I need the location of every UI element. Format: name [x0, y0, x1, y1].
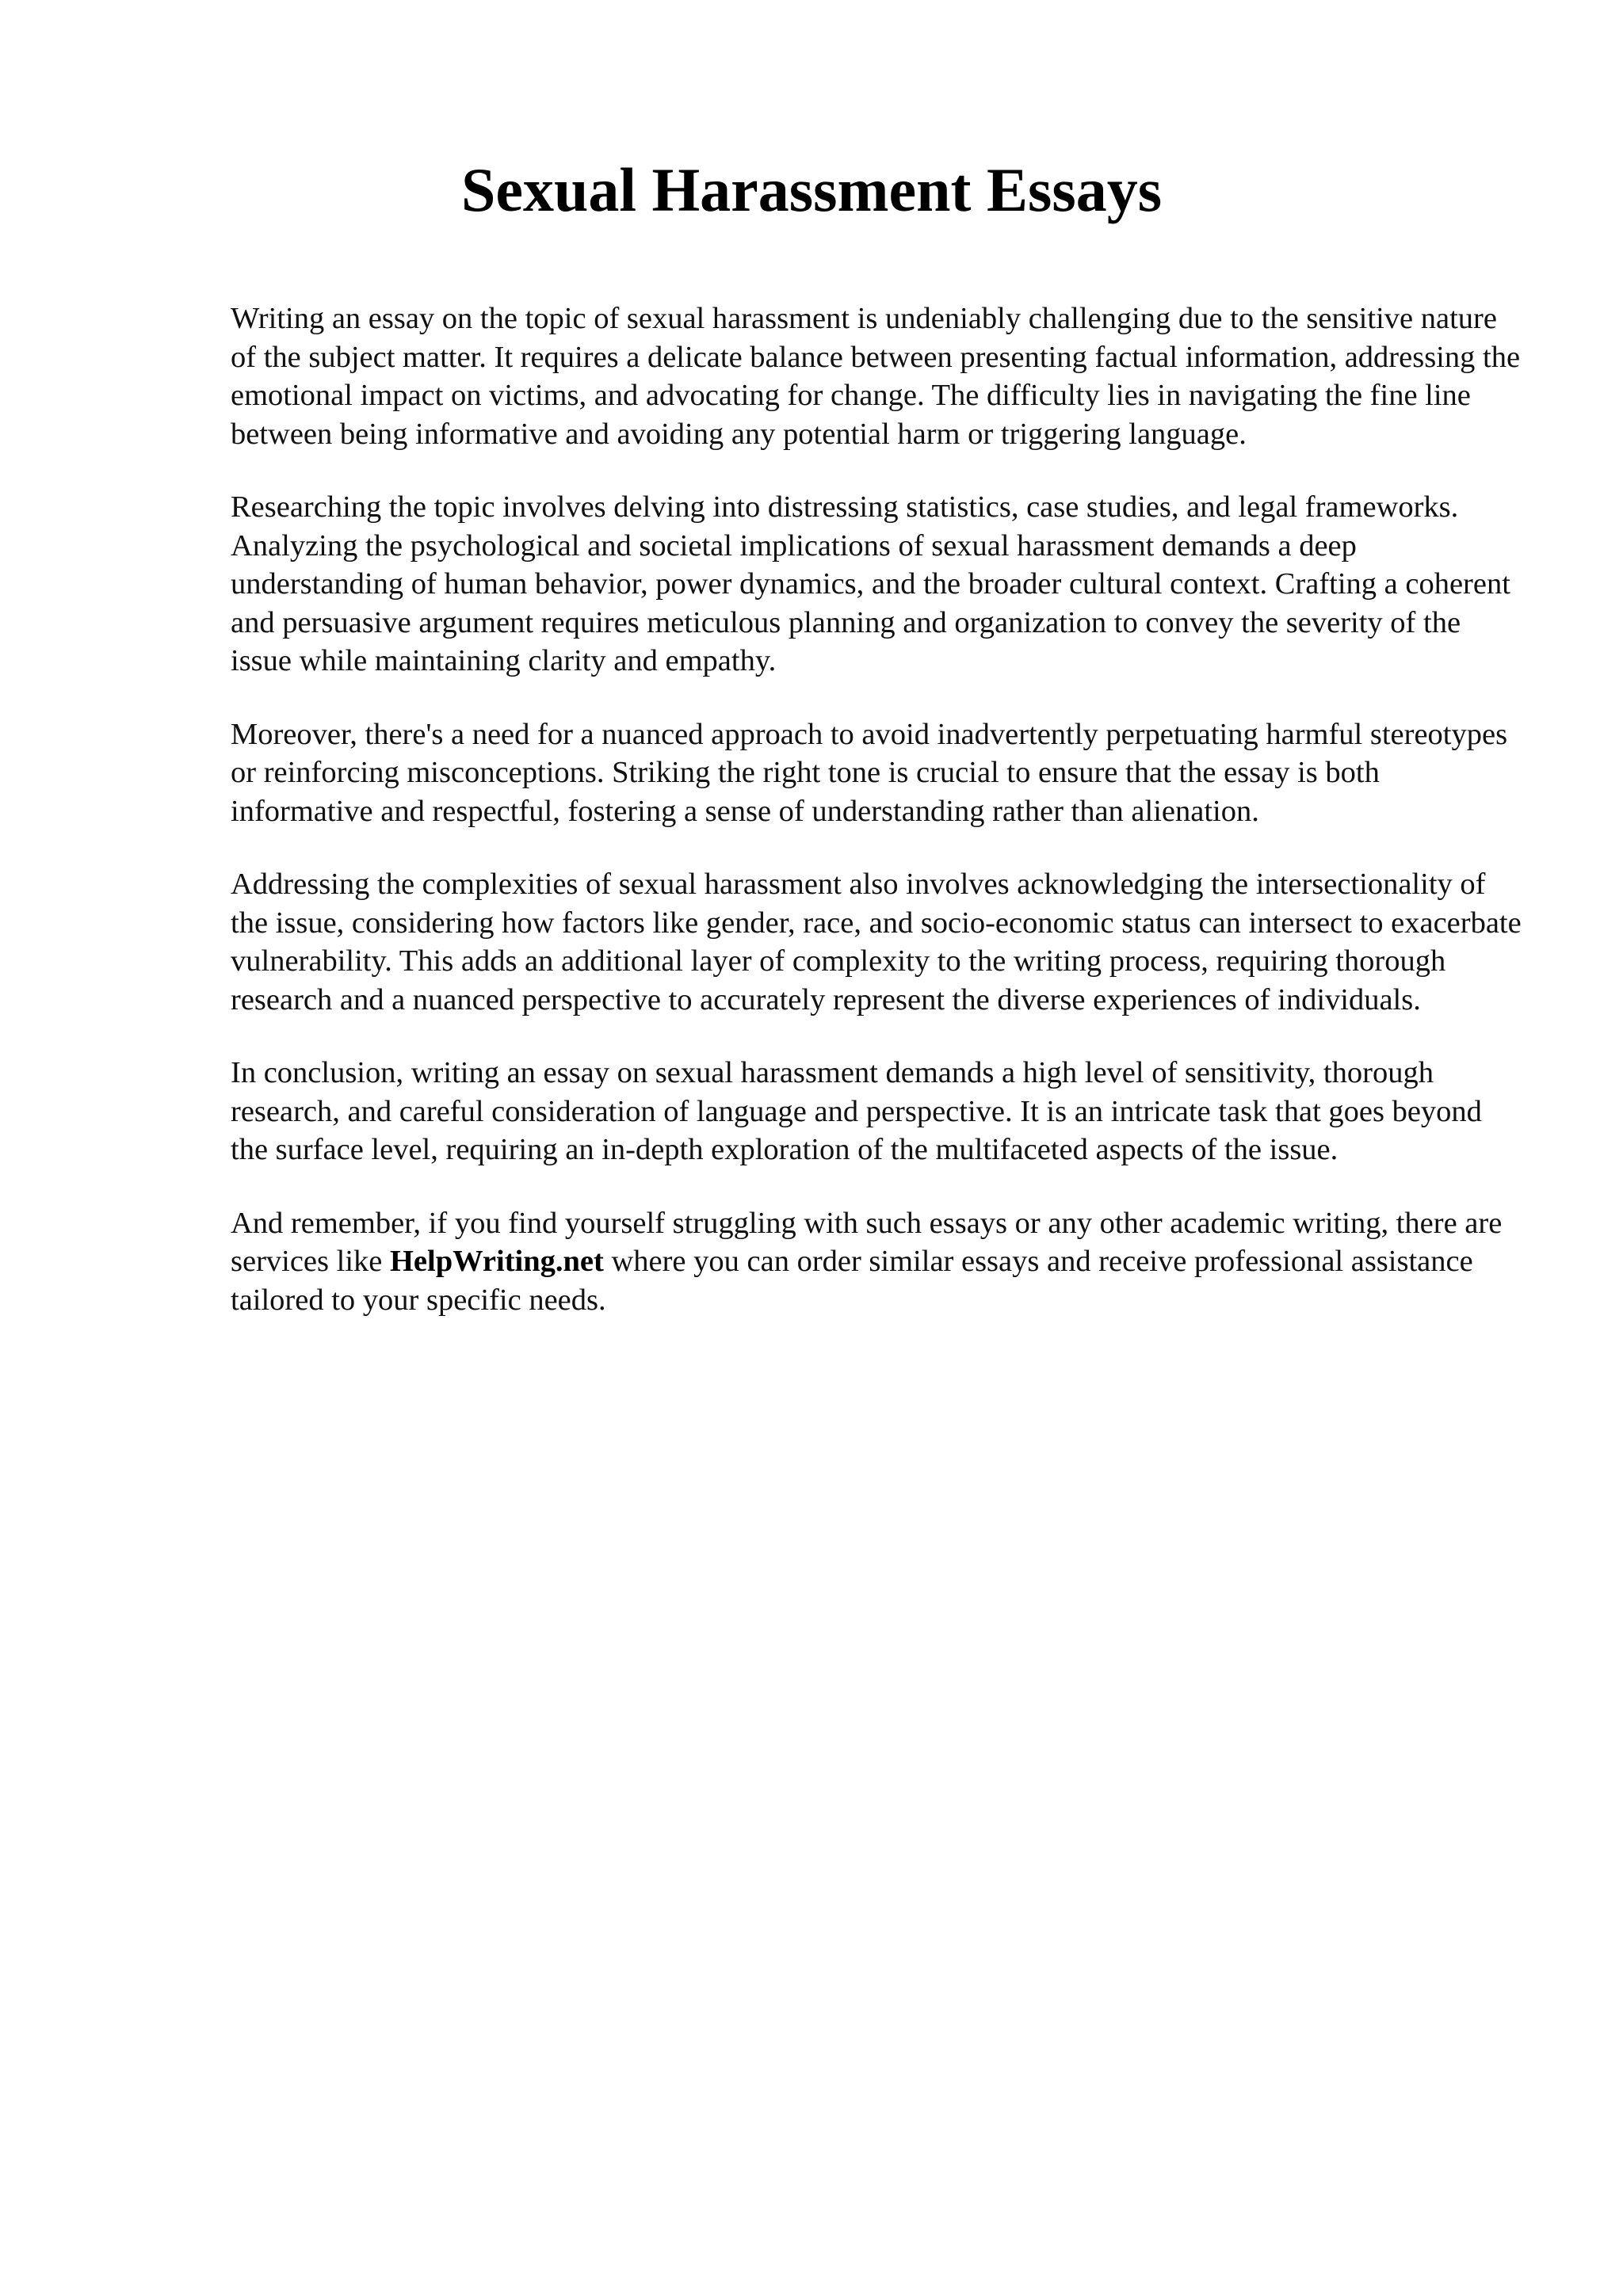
paragraph-3: Moreover, there's a need for a nuanced approach to avoid inadvertently perpetuating harmful stereotypes or reinforcing misconceptions. Striking the right tone is crucial to ensure that the essay is both informative and respectful, fostering a sense of understanding rather than alienation. — [231, 717, 1508, 828]
paragraph-2: Researching the topic involves delving into distressing statistics, case studies, and legal frameworks. Analyzing the psychological and societal implications of sexual harassment demands a deep understanding of human behavior, power dynamics, and the broader cultural context. Crafting a coherent and persuasive argument requires meticulous planning and organization to convey the severity of the issue while maintaining clarity and empathy. — [231, 490, 1510, 677]
closing-text-after: where you can order similar essays and receive professional assistance tailored to your specific needs. — [231, 1245, 1473, 1317]
paragraph-1: Writing an essay on the topic of sexual harassment is undeniably challenging due to the sensitive nature of the subject matter. It requires a delicate balance between presenting factual information, addressing the emotional impact on victims, and advocating for change. The difficulty lies in navigating the fine line between being informative and avoiding any potential harm or triggering language. — [231, 302, 1521, 451]
paragraph-4: Addressing the complexities of sexual harassment also involves acknowledging the intersectionality of the issue, considering how factors like gender, race, and socio-economic status can intersect to exacerbate vulnerability. This adds an additional layer of complexity to the writing process, requiring thorough research and a nuanced perspective to accurately represent the diverse experiences of individuals. — [231, 868, 1522, 1016]
closing-text-before: And remember, if you find yourself struggling with such essays or any other academic writing, there are services like — [231, 1206, 1503, 1278]
paragraph-5: In conclusion, writing an essay on sexual harassment demands a high level of sensitivity, thorough research, and careful consideration of language and perspective. It is an intricate task that goes beyond the surface level, requiring an in-depth exploration of the multifaceted aspects of the issue. — [231, 1056, 1482, 1166]
essay-body — [231, 299, 1524, 1354]
closing-paragraph — [231, 1204, 1524, 1320]
page-title: Sexual Harassment Essays — [460, 155, 1163, 224]
brand-name: HelpWriting.net — [389, 1245, 604, 1278]
